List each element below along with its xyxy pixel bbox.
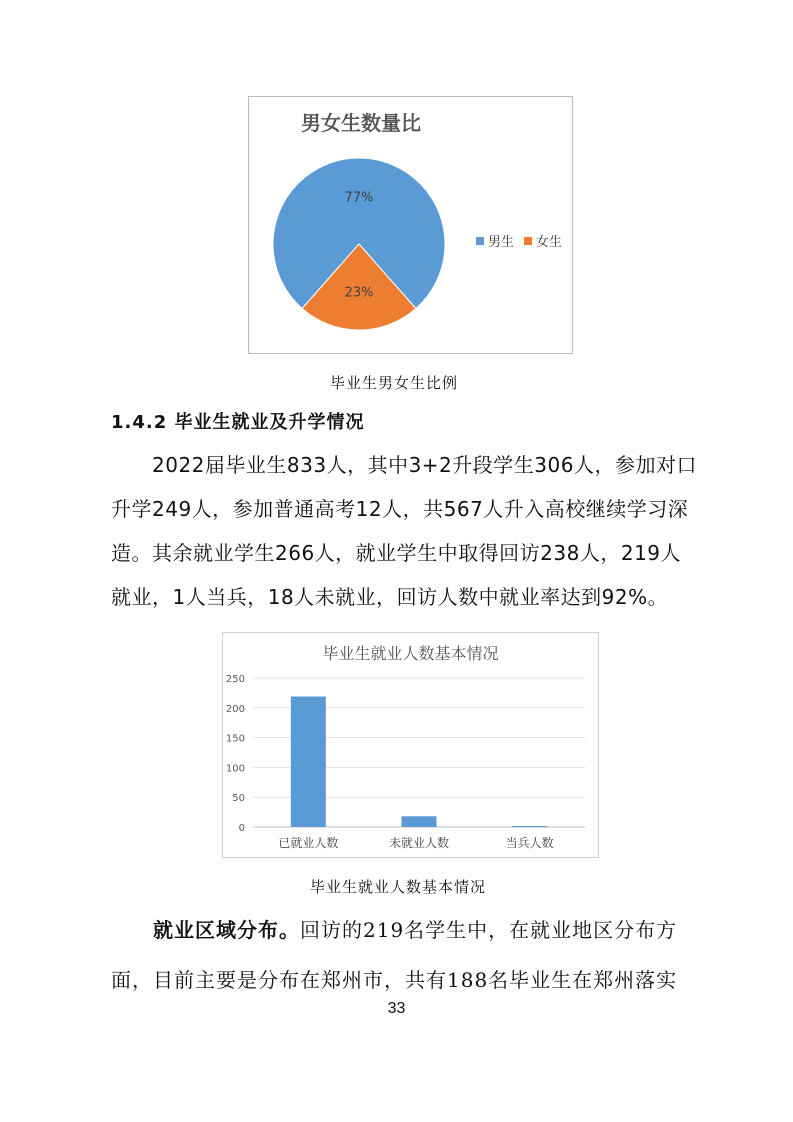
region-paragraph: [111, 905, 711, 1005]
pie-chart-title: 男女生数量比: [301, 111, 421, 135]
paragraph-line: 面，目前主要是分布在郑州市，共有188名毕业生在郑州落实: [111, 968, 678, 992]
pie-label-female: 23%: [344, 285, 374, 301]
x-category-label: 已就业人数: [278, 836, 339, 850]
y-tick-label: 200: [225, 703, 245, 715]
page-number: 33: [387, 1000, 406, 1017]
paragraph-line: 就业，1人当兵，18人未就业，回访人数中就业率达到92%。: [111, 585, 669, 609]
bar-chart-title: 毕业生就业人数基本情况: [322, 644, 499, 663]
y-tick-label: 50: [232, 793, 245, 805]
legend-label-female: 女生: [536, 235, 563, 250]
bar-3: [512, 826, 547, 827]
y-tick-label: 150: [225, 733, 245, 745]
legend-label-male: 男生: [488, 235, 515, 250]
paragraph-line: 升学249人，参加普通高考12人，共567人升入高校继续学习深: [111, 497, 689, 521]
legend-swatch-male: [476, 237, 484, 245]
pie-caption: 毕业生男女生比例: [330, 374, 459, 392]
y-tick-label: 250: [225, 674, 245, 685]
y-tick-label: 0: [238, 823, 245, 834]
pie-chart-canvas: [249, 97, 574, 355]
paragraph-line: 2022届毕业生833人，其中3+2升段学生306人，参加对口: [111, 453, 697, 477]
section-heading: 1.4.2 毕业生就业及升学情况: [111, 412, 365, 433]
employment-bar-chart: [222, 632, 599, 858]
paragraph-line: 造。其余就业学生266人，就业学生中取得回访238人，219人: [111, 541, 682, 565]
paragraph-text: 回访的219名学生中，在就业地区分布方: [300, 918, 678, 942]
lead-bold-text: 就业区域分布。: [153, 918, 300, 942]
bar-2: [402, 816, 437, 827]
legend-item-female: [524, 231, 562, 250]
paragraph-line: [111, 905, 711, 955]
employment-paragraph: [111, 443, 711, 619]
x-category-label: 未就业人数: [388, 836, 450, 850]
legend-swatch-female: [524, 237, 532, 245]
gender-pie-chart: [248, 96, 573, 354]
pie-legend: [476, 231, 572, 250]
bar-caption: 毕业生就业人数基本情况: [310, 878, 487, 896]
x-category-label: 当兵人数: [505, 836, 554, 850]
bar-chart-canvas: [223, 633, 600, 859]
bar-1: [291, 696, 326, 827]
legend-item-male: [476, 231, 514, 250]
pie-label-male: 77%: [344, 190, 374, 206]
y-tick-label: 100: [225, 763, 245, 775]
